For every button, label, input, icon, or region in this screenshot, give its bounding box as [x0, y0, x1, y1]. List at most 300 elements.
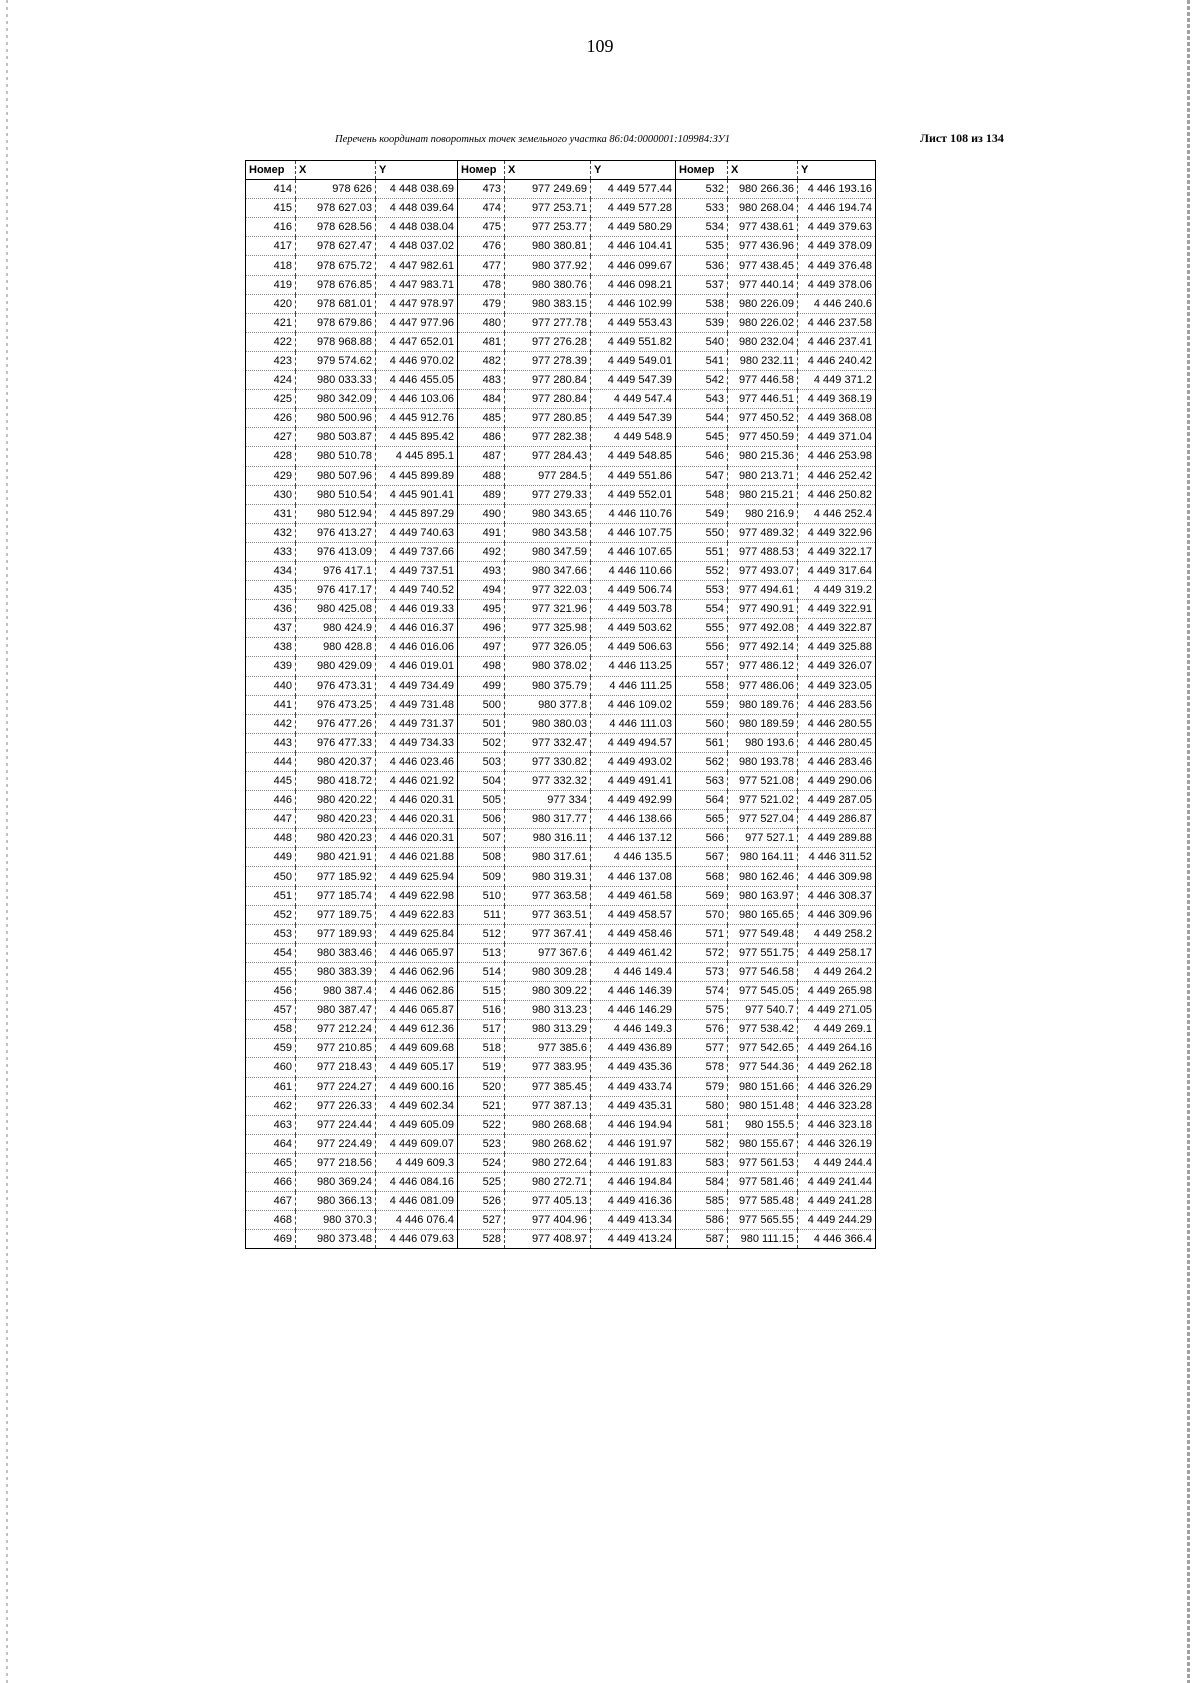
point-number-cell: 490	[458, 504, 505, 523]
y-coordinate-cell: 4 449 734.49	[376, 676, 458, 695]
table-row	[246, 829, 876, 848]
point-number-cell: 574	[676, 982, 728, 1001]
point-number-cell: 476	[458, 237, 505, 256]
point-number-cell: 537	[676, 275, 728, 294]
point-number-cell: 494	[458, 581, 505, 600]
y-coordinate-cell: 4 446 283.46	[798, 752, 876, 771]
y-coordinate-cell: 4 449 458.46	[591, 924, 676, 943]
table-row	[246, 867, 876, 886]
x-coordinate-cell: 980 165.65	[728, 905, 798, 924]
point-number-cell: 533	[676, 199, 728, 218]
x-coordinate-cell: 980 033.33	[296, 371, 376, 390]
y-coordinate-cell: 4 448 037.02	[376, 237, 458, 256]
y-coordinate-cell: 4 445 897.29	[376, 504, 458, 523]
y-coordinate-cell: 4 449 600.16	[376, 1077, 458, 1096]
point-number-cell: 432	[246, 523, 296, 542]
x-coordinate-cell: 980 380.81	[505, 237, 591, 256]
x-coordinate-cell: 977 489.32	[728, 523, 798, 542]
table-row	[246, 943, 876, 962]
x-coordinate-cell: 980 383.46	[296, 943, 376, 962]
y-coordinate-cell: 4 449 258.17	[798, 943, 876, 962]
y-coordinate-cell: 4 449 326.07	[798, 657, 876, 676]
y-coordinate-cell: 4 449 548.9	[591, 428, 676, 447]
x-coordinate-cell: 980 313.29	[505, 1020, 591, 1039]
point-number-cell: 579	[676, 1077, 728, 1096]
point-number-cell: 475	[458, 218, 505, 237]
x-coordinate-cell: 977 565.55	[728, 1211, 798, 1230]
point-number-cell: 506	[458, 810, 505, 829]
x-coordinate-cell: 980 370.3	[296, 1211, 376, 1230]
y-coordinate-cell: 4 449 612.36	[376, 1020, 458, 1039]
x-coordinate-cell: 978 676.85	[296, 275, 376, 294]
point-number-cell: 452	[246, 905, 296, 924]
x-coordinate-cell: 980 425.08	[296, 600, 376, 619]
x-coordinate-cell: 977 486.06	[728, 676, 798, 695]
x-coordinate-cell: 980 268.62	[505, 1134, 591, 1153]
x-coordinate-cell: 980 111.15	[728, 1230, 798, 1249]
y-coordinate-cell: 4 446 237.41	[798, 332, 876, 351]
point-number-cell: 489	[458, 485, 505, 504]
point-number-cell: 526	[458, 1192, 505, 1211]
point-number-cell: 448	[246, 829, 296, 848]
point-number-cell: 573	[676, 962, 728, 981]
y-coordinate-cell: 4 446 194.94	[591, 1115, 676, 1134]
x-coordinate-cell: 977 218.56	[296, 1153, 376, 1172]
x-coordinate-cell: 980 343.65	[505, 504, 591, 523]
x-coordinate-cell: 977 387.13	[505, 1096, 591, 1115]
y-coordinate-cell: 4 446 237.58	[798, 313, 876, 332]
x-coordinate-cell: 980 387.4	[296, 982, 376, 1001]
x-coordinate-cell: 980 313.23	[505, 1001, 591, 1020]
table-row	[246, 313, 876, 332]
x-coordinate-cell: 980 420.37	[296, 752, 376, 771]
point-number-cell: 468	[246, 1211, 296, 1230]
x-coordinate-cell: 977 540.7	[728, 1001, 798, 1020]
point-number-cell: 527	[458, 1211, 505, 1230]
y-coordinate-cell: 4 449 325.88	[798, 638, 876, 657]
x-coordinate-cell: 978 626	[296, 180, 376, 199]
y-coordinate-cell: 4 449 323.05	[798, 676, 876, 695]
x-coordinate-cell: 980 151.66	[728, 1077, 798, 1096]
y-coordinate-cell: 4 449 368.19	[798, 390, 876, 409]
point-number-cell: 436	[246, 600, 296, 619]
point-number-cell: 428	[246, 447, 296, 466]
x-coordinate-cell: 980 162.46	[728, 867, 798, 886]
y-coordinate-cell: 4 446 111.03	[591, 714, 676, 733]
y-coordinate-cell: 4 449 737.66	[376, 542, 458, 561]
x-coordinate-cell: 980 420.23	[296, 810, 376, 829]
x-coordinate-cell: 979 574.62	[296, 351, 376, 370]
x-coordinate-cell: 977 284.43	[505, 447, 591, 466]
y-coordinate-cell: 4 449 494.57	[591, 733, 676, 752]
x-coordinate-cell: 977 446.58	[728, 371, 798, 390]
point-number-cell: 555	[676, 619, 728, 638]
table-row	[246, 886, 876, 905]
x-coordinate-cell: 980 420.22	[296, 791, 376, 810]
x-coordinate-cell: 980 387.47	[296, 1001, 376, 1020]
x-coordinate-cell: 977 330.82	[505, 752, 591, 771]
y-coordinate-cell: 4 449 552.01	[591, 485, 676, 504]
table-row	[246, 714, 876, 733]
header-y: Y	[798, 161, 876, 180]
scan-edge-left	[6, 0, 8, 1683]
table-row	[246, 1058, 876, 1077]
y-coordinate-cell: 4 449 371.04	[798, 428, 876, 447]
point-number-cell: 419	[246, 275, 296, 294]
point-number-cell: 466	[246, 1172, 296, 1191]
y-coordinate-cell: 4 446 020.31	[376, 810, 458, 829]
x-coordinate-cell: 980 226.09	[728, 294, 798, 313]
x-coordinate-cell: 977 363.51	[505, 905, 591, 924]
x-coordinate-cell: 980 272.64	[505, 1153, 591, 1172]
y-coordinate-cell: 4 449 317.64	[798, 561, 876, 580]
y-coordinate-cell: 4 449 265.98	[798, 982, 876, 1001]
point-number-cell: 560	[676, 714, 728, 733]
y-coordinate-cell: 4 449 436.89	[591, 1039, 676, 1058]
point-number-cell: 422	[246, 332, 296, 351]
point-number-cell: 425	[246, 390, 296, 409]
point-number-cell: 547	[676, 466, 728, 485]
x-coordinate-cell: 980 317.77	[505, 810, 591, 829]
point-number-cell: 501	[458, 714, 505, 733]
x-coordinate-cell: 977 334	[505, 791, 591, 810]
x-coordinate-cell: 977 436.96	[728, 237, 798, 256]
point-number-cell: 548	[676, 485, 728, 504]
point-number-cell: 549	[676, 504, 728, 523]
table-row	[246, 733, 876, 752]
point-number-cell: 540	[676, 332, 728, 351]
point-number-cell: 553	[676, 581, 728, 600]
y-coordinate-cell: 4 446 323.28	[798, 1096, 876, 1115]
table-row	[246, 237, 876, 256]
point-number-cell: 551	[676, 542, 728, 561]
point-number-cell: 453	[246, 924, 296, 943]
point-number-cell: 496	[458, 619, 505, 638]
point-number-cell: 455	[246, 962, 296, 981]
y-coordinate-cell: 4 449 547.39	[591, 371, 676, 390]
point-number-cell: 517	[458, 1020, 505, 1039]
y-coordinate-cell: 4 446 019.01	[376, 657, 458, 676]
y-coordinate-cell: 4 449 506.63	[591, 638, 676, 657]
y-coordinate-cell: 4 447 977.96	[376, 313, 458, 332]
y-coordinate-cell: 4 446 146.39	[591, 982, 676, 1001]
point-number-cell: 499	[458, 676, 505, 695]
header-y: Y	[591, 161, 676, 180]
x-coordinate-cell: 977 450.52	[728, 409, 798, 428]
x-coordinate-cell: 980 213.71	[728, 466, 798, 485]
x-coordinate-cell: 977 321.96	[505, 600, 591, 619]
y-coordinate-cell: 4 449 458.57	[591, 905, 676, 924]
x-coordinate-cell: 976 417.1	[296, 561, 376, 580]
x-coordinate-cell: 977 224.27	[296, 1077, 376, 1096]
y-coordinate-cell: 4 449 241.28	[798, 1192, 876, 1211]
point-number-cell: 503	[458, 752, 505, 771]
table-row	[246, 504, 876, 523]
table-row	[246, 581, 876, 600]
point-number-cell: 532	[676, 180, 728, 199]
x-coordinate-cell: 977 189.93	[296, 924, 376, 943]
point-number-cell: 483	[458, 371, 505, 390]
x-coordinate-cell: 980 347.66	[505, 561, 591, 580]
x-coordinate-cell: 980 164.11	[728, 848, 798, 867]
sheet-label: Лист 108 из 134	[920, 131, 1004, 145]
y-coordinate-cell: 4 446 193.16	[798, 180, 876, 199]
y-coordinate-cell: 4 446 081.09	[376, 1192, 458, 1211]
x-coordinate-cell: 980 380.76	[505, 275, 591, 294]
point-number-cell: 427	[246, 428, 296, 447]
x-coordinate-cell: 980 378.02	[505, 657, 591, 676]
x-coordinate-cell: 977 545.05	[728, 982, 798, 1001]
x-coordinate-cell: 977 486.12	[728, 657, 798, 676]
x-coordinate-cell: 980 383.15	[505, 294, 591, 313]
x-coordinate-cell: 976 473.25	[296, 695, 376, 714]
point-number-cell: 492	[458, 542, 505, 561]
x-coordinate-cell: 977 325.98	[505, 619, 591, 638]
point-number-cell: 580	[676, 1096, 728, 1115]
point-number-cell: 569	[676, 886, 728, 905]
y-coordinate-cell: 4 449 609.07	[376, 1134, 458, 1153]
point-number-cell: 447	[246, 810, 296, 829]
x-coordinate-cell: 980 193.6	[728, 733, 798, 752]
point-number-cell: 485	[458, 409, 505, 428]
point-number-cell: 482	[458, 351, 505, 370]
table-row	[246, 1192, 876, 1211]
y-coordinate-cell: 4 449 740.52	[376, 581, 458, 600]
table-row	[246, 275, 876, 294]
x-coordinate-cell: 980 163.97	[728, 886, 798, 905]
point-number-cell: 508	[458, 848, 505, 867]
point-number-cell: 443	[246, 733, 296, 752]
x-coordinate-cell: 977 527.04	[728, 810, 798, 829]
y-coordinate-cell: 4 449 577.28	[591, 199, 676, 218]
table-row	[246, 982, 876, 1001]
x-coordinate-cell: 977 385.6	[505, 1039, 591, 1058]
y-coordinate-cell: 4 449 244.29	[798, 1211, 876, 1230]
table-row	[246, 1172, 876, 1191]
y-coordinate-cell: 4 449 376.48	[798, 256, 876, 275]
x-coordinate-cell: 980 373.48	[296, 1230, 376, 1249]
table-row	[246, 1096, 876, 1115]
y-coordinate-cell: 4 449 435.31	[591, 1096, 676, 1115]
x-coordinate-cell: 977 226.33	[296, 1096, 376, 1115]
table-header-row	[246, 161, 876, 180]
y-coordinate-cell: 4 449 605.09	[376, 1115, 458, 1134]
x-coordinate-cell: 977 249.69	[505, 180, 591, 199]
y-coordinate-cell: 4 449 503.62	[591, 619, 676, 638]
y-coordinate-cell: 4 449 290.06	[798, 772, 876, 791]
table-row	[246, 772, 876, 791]
point-number-cell: 462	[246, 1096, 296, 1115]
y-coordinate-cell: 4 449 506.74	[591, 581, 676, 600]
header-number: Номер	[246, 161, 296, 180]
x-coordinate-cell: 980 377.8	[505, 695, 591, 714]
y-coordinate-cell: 4 449 258.2	[798, 924, 876, 943]
table-row	[246, 351, 876, 370]
header-y: Y	[376, 161, 458, 180]
point-number-cell: 433	[246, 542, 296, 561]
table-row	[246, 218, 876, 237]
point-number-cell: 426	[246, 409, 296, 428]
x-coordinate-cell: 977 277.78	[505, 313, 591, 332]
x-coordinate-cell: 977 438.61	[728, 218, 798, 237]
point-number-cell: 507	[458, 829, 505, 848]
x-coordinate-cell: 977 280.85	[505, 409, 591, 428]
point-number-cell: 543	[676, 390, 728, 409]
x-coordinate-cell: 977 440.14	[728, 275, 798, 294]
x-coordinate-cell: 977 542.65	[728, 1039, 798, 1058]
y-coordinate-cell: 4 446 016.37	[376, 619, 458, 638]
y-coordinate-cell: 4 449 322.17	[798, 542, 876, 561]
x-coordinate-cell: 976 477.33	[296, 733, 376, 752]
y-coordinate-cell: 4 446 326.19	[798, 1134, 876, 1153]
table-caption: Перечень координат поворотных точек земельного участка 86:04:0000001:109984:ЗУ1	[335, 134, 730, 145]
y-coordinate-cell: 4 446 098.21	[591, 275, 676, 294]
y-coordinate-cell: 4 446 280.45	[798, 733, 876, 752]
x-coordinate-cell: 980 268.68	[505, 1115, 591, 1134]
x-coordinate-cell: 976 473.31	[296, 676, 376, 695]
point-number-cell: 431	[246, 504, 296, 523]
point-number-cell: 446	[246, 791, 296, 810]
point-number-cell: 556	[676, 638, 728, 657]
x-coordinate-cell: 980 268.04	[728, 199, 798, 218]
y-coordinate-cell: 4 446 104.41	[591, 237, 676, 256]
point-number-cell: 559	[676, 695, 728, 714]
point-number-cell: 586	[676, 1211, 728, 1230]
point-number-cell: 415	[246, 199, 296, 218]
point-number-cell: 461	[246, 1077, 296, 1096]
point-number-cell: 414	[246, 180, 296, 199]
y-coordinate-cell: 4 446 138.66	[591, 810, 676, 829]
y-coordinate-cell: 4 449 461.58	[591, 886, 676, 905]
y-coordinate-cell: 4 446 970.02	[376, 351, 458, 370]
x-coordinate-cell: 977 363.58	[505, 886, 591, 905]
header-x: X	[296, 161, 376, 180]
point-number-cell: 458	[246, 1020, 296, 1039]
y-coordinate-cell: 4 449 379.63	[798, 218, 876, 237]
x-coordinate-cell: 977 549.48	[728, 924, 798, 943]
point-number-cell: 498	[458, 657, 505, 676]
y-coordinate-cell: 4 449 740.63	[376, 523, 458, 542]
y-coordinate-cell: 4 446 110.76	[591, 504, 676, 523]
x-coordinate-cell: 980 421.91	[296, 848, 376, 867]
point-number-cell: 473	[458, 180, 505, 199]
y-coordinate-cell: 4 446 240.42	[798, 351, 876, 370]
point-number-cell: 539	[676, 313, 728, 332]
x-coordinate-cell: 977 405.13	[505, 1192, 591, 1211]
x-coordinate-cell: 980 193.78	[728, 752, 798, 771]
x-coordinate-cell: 980 366.13	[296, 1192, 376, 1211]
x-coordinate-cell: 977 322.03	[505, 581, 591, 600]
x-coordinate-cell: 980 319.31	[505, 867, 591, 886]
table-row	[246, 810, 876, 829]
table-row	[246, 695, 876, 714]
y-coordinate-cell: 4 445 895.1	[376, 447, 458, 466]
y-coordinate-cell: 4 445 901.41	[376, 485, 458, 504]
table-row	[246, 676, 876, 695]
point-number-cell: 546	[676, 447, 728, 466]
y-coordinate-cell: 4 449 622.83	[376, 905, 458, 924]
x-coordinate-cell: 980 155.5	[728, 1115, 798, 1134]
y-coordinate-cell: 4 449 553.43	[591, 313, 676, 332]
point-number-cell: 437	[246, 619, 296, 638]
y-coordinate-cell: 4 449 737.51	[376, 561, 458, 580]
point-number-cell: 584	[676, 1172, 728, 1191]
table-row	[246, 1134, 876, 1153]
y-coordinate-cell: 4 449 602.34	[376, 1096, 458, 1115]
point-number-cell: 552	[676, 561, 728, 580]
table-row	[246, 390, 876, 409]
point-number-cell: 581	[676, 1115, 728, 1134]
x-coordinate-cell: 977 521.08	[728, 772, 798, 791]
x-coordinate-cell: 978 968.88	[296, 332, 376, 351]
point-number-cell: 515	[458, 982, 505, 1001]
point-number-cell: 575	[676, 1001, 728, 1020]
point-number-cell: 578	[676, 1058, 728, 1077]
point-number-cell: 541	[676, 351, 728, 370]
y-coordinate-cell: 4 446 109.02	[591, 695, 676, 714]
point-number-cell: 495	[458, 600, 505, 619]
table-row	[246, 1115, 876, 1134]
x-coordinate-cell: 977 332.47	[505, 733, 591, 752]
y-coordinate-cell: 4 446 103.06	[376, 390, 458, 409]
y-coordinate-cell: 4 449 286.87	[798, 810, 876, 829]
y-coordinate-cell: 4 449 491.41	[591, 772, 676, 791]
point-number-cell: 502	[458, 733, 505, 752]
point-number-cell: 420	[246, 294, 296, 313]
point-number-cell: 497	[458, 638, 505, 657]
y-coordinate-cell: 4 446 280.55	[798, 714, 876, 733]
x-coordinate-cell: 980 309.28	[505, 962, 591, 981]
x-coordinate-cell: 980 377.92	[505, 256, 591, 275]
y-coordinate-cell: 4 446 135.5	[591, 848, 676, 867]
y-coordinate-cell: 4 446 023.46	[376, 752, 458, 771]
y-coordinate-cell: 4 449 378.06	[798, 275, 876, 294]
point-number-cell: 459	[246, 1039, 296, 1058]
x-coordinate-cell: 978 681.01	[296, 294, 376, 313]
y-coordinate-cell: 4 449 731.48	[376, 695, 458, 714]
x-coordinate-cell: 978 675.72	[296, 256, 376, 275]
x-coordinate-cell: 977 185.74	[296, 886, 376, 905]
x-coordinate-cell: 980 375.79	[505, 676, 591, 695]
x-coordinate-cell: 980 424.9	[296, 619, 376, 638]
table-row	[246, 848, 876, 867]
x-coordinate-cell: 980 428.8	[296, 638, 376, 657]
x-coordinate-cell: 980 215.21	[728, 485, 798, 504]
x-coordinate-cell: 977 332.32	[505, 772, 591, 791]
x-coordinate-cell: 980 151.48	[728, 1096, 798, 1115]
y-coordinate-cell: 4 449 413.34	[591, 1211, 676, 1230]
point-number-cell: 423	[246, 351, 296, 370]
point-number-cell: 440	[246, 676, 296, 695]
y-coordinate-cell: 4 446 326.29	[798, 1077, 876, 1096]
x-coordinate-cell: 977 492.14	[728, 638, 798, 657]
x-coordinate-cell: 977 581.46	[728, 1172, 798, 1191]
x-coordinate-cell: 980 309.22	[505, 982, 591, 1001]
y-coordinate-cell: 4 446 021.88	[376, 848, 458, 867]
point-number-cell: 479	[458, 294, 505, 313]
point-number-cell: 505	[458, 791, 505, 810]
x-coordinate-cell: 980 500.96	[296, 409, 376, 428]
table-row	[246, 199, 876, 218]
point-number-cell: 516	[458, 1001, 505, 1020]
point-number-cell: 438	[246, 638, 296, 657]
x-coordinate-cell: 978 627.03	[296, 199, 376, 218]
y-coordinate-cell: 4 446 308.37	[798, 886, 876, 905]
x-coordinate-cell: 976 413.27	[296, 523, 376, 542]
point-number-cell: 441	[246, 695, 296, 714]
x-coordinate-cell: 977 276.28	[505, 332, 591, 351]
x-coordinate-cell: 978 627.47	[296, 237, 376, 256]
